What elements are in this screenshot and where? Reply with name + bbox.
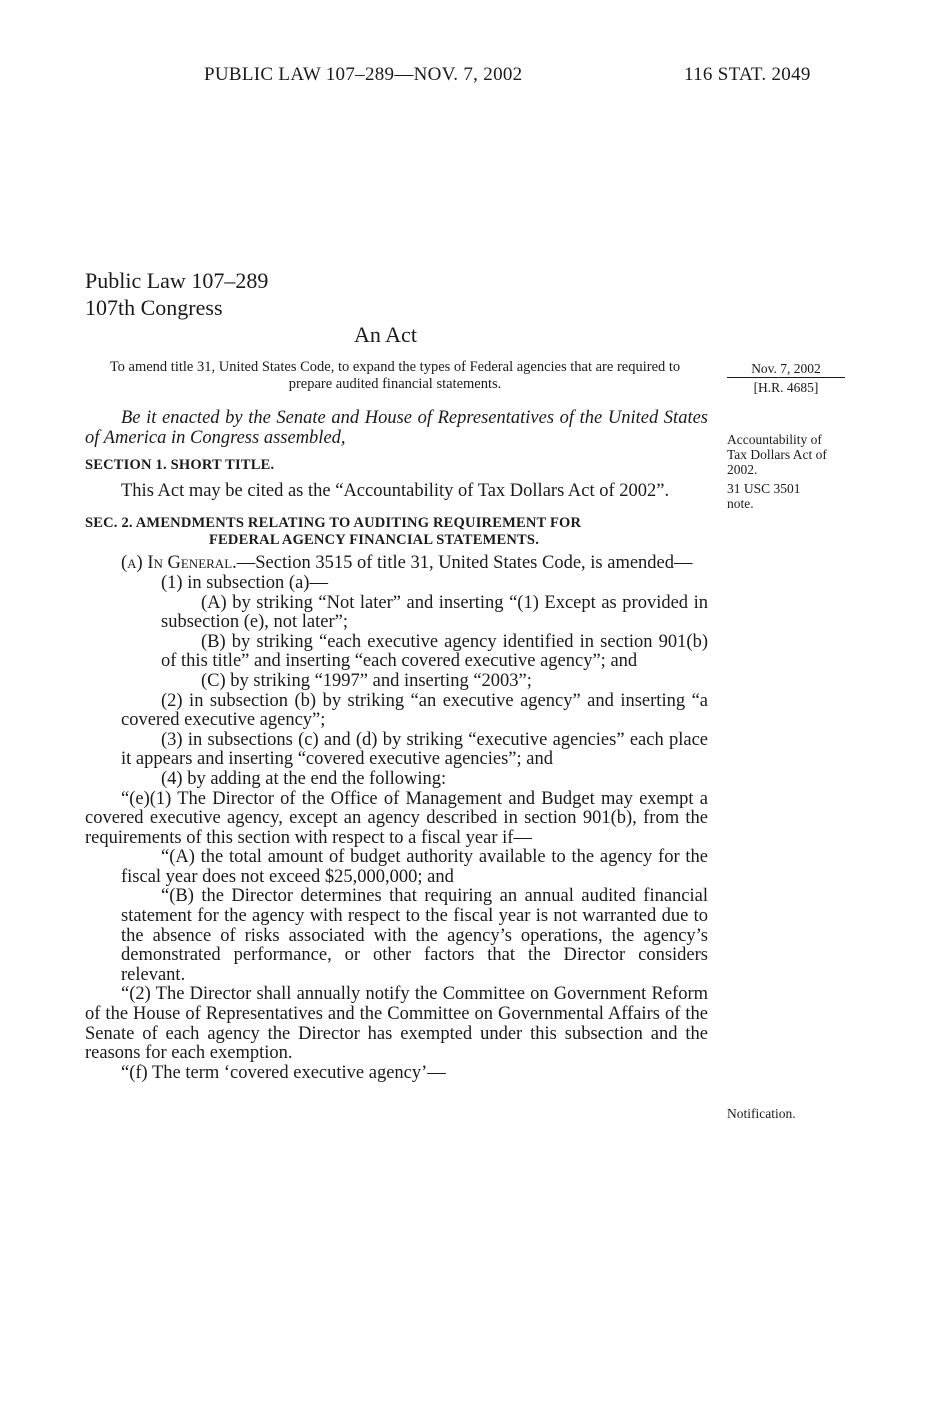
new-subsection-e1-A: “(A) the total amount of budget authority available to the agency for the fiscal year does not exceed $25,000,000; and xyxy=(121,847,708,887)
paragraph-1-A: (A) by striking “Not later” and inserting “(1) Except as provided in subsection (e), not later”; xyxy=(161,592,708,633)
bill-number: [H.R. 4685] xyxy=(753,380,819,395)
paragraph-1-C: (C) by striking “1997” and inserting “2003”; xyxy=(201,670,532,691)
short-title-note: Accountability of Tax Dollars Act of 2002. xyxy=(727,432,827,477)
paragraph-3: (3) in subsections (c) and (d) by striking “executive agencies” each place it appears and inserting “covered executive agencies”; and xyxy=(121,729,708,770)
paragraph-4: (4) by adding at the end the following: xyxy=(161,768,447,789)
section-1-heading: SECTION 1. SHORT TITLE. xyxy=(85,457,275,474)
subsection-a xyxy=(85,554,708,574)
purpose-statement: To amend title 31, United States Code, to expand the types of Federal agencies that are required to prepare audited financial statements. xyxy=(109,359,681,392)
public-law-number: Public Law 107–289 xyxy=(85,268,269,293)
margin-rule xyxy=(727,377,845,378)
subsection-a-label: (a) In General. xyxy=(121,553,237,574)
new-subsection-e2: “(2) The Director shall annually notify the Committee on Government Reform of the House of Representatives and the Committee on Governmental Affairs of the Senate of each agency the Director has exempted under this subsection and the reasons for each exemption. xyxy=(85,984,708,1064)
usc-note: 31 USC 3501 note. xyxy=(727,481,801,511)
subsection-a-text: —Section 3515 of title 31, United States Code, is amended— xyxy=(236,553,693,574)
section-1-text: This Act may be cited as the “Accountability of Tax Dollars Act of 2002”. xyxy=(121,480,670,501)
section-2-heading-line2: FEDERAL AGENCY FINANCIAL STATEMENTS. xyxy=(209,532,540,549)
enactment-date: Nov. 7, 2002 xyxy=(751,361,821,376)
paragraph-1-B: (B) by striking “each executive agency identified in section 901(b) of this title” and inserting “each covered executive agency”; and xyxy=(161,631,708,672)
running-header-left: PUBLIC LAW 107–289—NOV. 7, 2002 xyxy=(204,64,523,85)
new-subsection-e1: “(e)(1) The Director of the Office of Management and Budget may exempt a covered executive agency, except an agency described in section 901(b), from the requirements of this section with respect to a fiscal year if— xyxy=(85,788,708,848)
congress-number: 107th Congress xyxy=(85,295,223,320)
new-subsection-e1-B: “(B) the Director determines that requiring an annual audited financial statement for the agency with respect to the fiscal year is not warranted due to the absence of risks associated with the agency’s operations, the agency’s demonstrated performance, or other factors that the Director considers relevant. xyxy=(121,886,708,985)
new-subsection-f: “(f) The term ‘covered executive agency’— xyxy=(121,1062,446,1083)
notification-note: Notification. xyxy=(727,1106,796,1121)
enacting-clause: Be it enacted by the Senate and House of Representatives of the United States of America in Congress assembled, xyxy=(85,408,708,448)
act-heading: An Act xyxy=(354,322,417,347)
paragraph-2: (2) in subsection (b) by striking “an executive agency” and inserting “a covered executive agency”; xyxy=(121,690,708,731)
law-body xyxy=(85,409,708,1083)
margin-date-box xyxy=(727,361,845,395)
section-2-heading-line1: SEC. 2. AMENDMENTS RELATING TO AUDITING REQUIREMENT FOR xyxy=(85,515,582,532)
running-header-right: 116 STAT. 2049 xyxy=(684,64,811,85)
paragraph-1: (1) in subsection (a)— xyxy=(161,572,328,593)
